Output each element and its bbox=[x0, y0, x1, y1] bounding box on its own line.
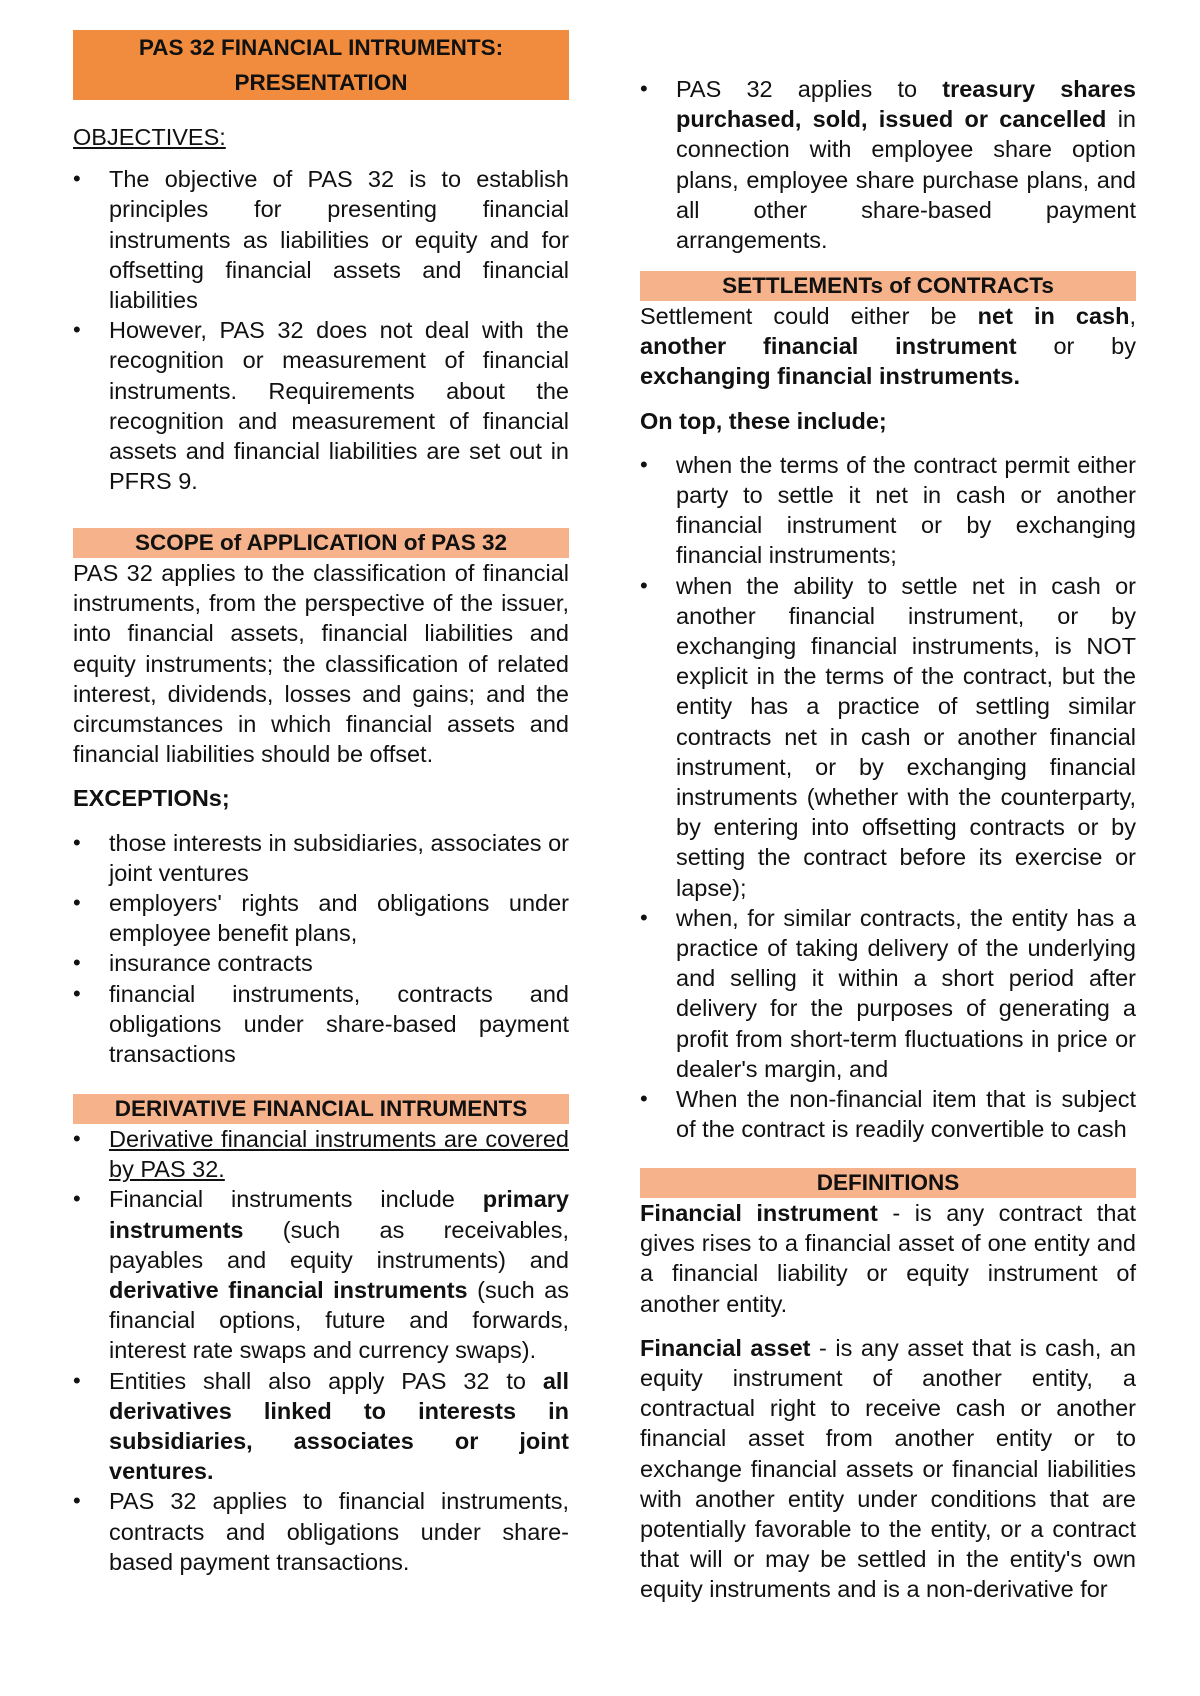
section-band-settlements: SETTLEMENTs of CONTRACTs bbox=[640, 271, 1136, 301]
bold-term: another financial instrument bbox=[640, 333, 1017, 360]
bold-term: net in cash bbox=[977, 303, 1130, 329]
list-item: • financial instruments, contracts and obligations under share-based payment transactions bbox=[73, 979, 569, 1070]
title-line-1: PAS 32 FINANCIAL INTRUMENTS: bbox=[138, 35, 504, 60]
list-item bbox=[73, 1124, 569, 1184]
derivative-list bbox=[73, 1124, 569, 1577]
list-item bbox=[73, 1366, 569, 1487]
settlements-body bbox=[640, 301, 1136, 392]
text-run: Entities shall also apply PAS 32 to bbox=[109, 1367, 543, 1394]
definition-financial-instrument bbox=[640, 1198, 1136, 1319]
objectives-heading: OBJECTIVES: bbox=[73, 124, 226, 150]
section-band-scope: SCOPE of APPLICATION of PAS 32 bbox=[73, 528, 569, 558]
objectives-list bbox=[73, 164, 569, 496]
text-run: PAS 32 applies to bbox=[676, 76, 943, 102]
text-run: or by bbox=[1016, 333, 1136, 360]
bold-term: primary instruments bbox=[109, 1186, 569, 1243]
ontop-heading: On top, these include; bbox=[640, 407, 887, 434]
document-title bbox=[73, 30, 569, 100]
list-item: • insurance contracts bbox=[73, 948, 569, 978]
list-item: • When the non-financial item that is subject of the contract is readily convertible to cash bbox=[640, 1084, 1136, 1144]
section-band-derivative: DERIVATIVE FINANCIAL INTRUMENTS bbox=[73, 1094, 569, 1124]
bold-term: derivative financial instruments bbox=[109, 1277, 468, 1304]
scope-body: PAS 32 applies to the classification of financial instruments, from the perspective of the issuer, into financial assets, financial liabilities and equity instruments; the classification of related interest, dividends, losses and gains; and the circumstances in which financial assets and financial liabilities should be offset. bbox=[73, 560, 569, 768]
exceptions-list bbox=[73, 828, 569, 1070]
text-run: , bbox=[1129, 303, 1136, 329]
list-item: • when, for similar contracts, the entity has a practice of taking delivery of the underlying and selling it within a short period after delivery for the purposes of generating a profit from short-term fluctuations in price or dealer's margin, and bbox=[640, 903, 1136, 1084]
title-line-2: PRESENTATION bbox=[234, 70, 408, 95]
text-run: (such as financial options, future and forwards, interest rate swaps and currency swaps). bbox=[109, 1277, 569, 1364]
list-item bbox=[73, 1184, 569, 1365]
text-run: Financial instruments include bbox=[109, 1186, 483, 1213]
list-item: • However, PAS 32 does not deal with the recognition or measurement of financial instruments. Requirements about the recognition and measurement of financial assets and financial liabilities are set out in PFRS 9. bbox=[73, 315, 569, 496]
list-item: • employers' rights and obligations under employee benefit plans, bbox=[73, 888, 569, 948]
text-run: - is any asset that is cash, an equity instrument of another entity, a contractual right to receive cash or another financial asset from another entity or to exchange financial assets or financial liabilities with another entity under conditions that are potentially favorable to the entity, or a contract that will or may be settled in the entity's own equity instruments and is a non-derivative for bbox=[640, 1334, 1137, 1603]
list-item: • when the ability to settle net in cash or another financial instrument, or by exchanging financial instruments, is NOT explicit in the terms of the contract, but the entity has a practice of settling similar contracts net in cash or another financial instrument, or by exchanging financial instruments (whether with the counterparty, by entering into offsetting contracts or by setting the contract before its exercise or lapse); bbox=[640, 571, 1136, 903]
text-run: (such as receivables, payables and equity instruments) and bbox=[109, 1216, 569, 1273]
bold-term: treasury shares purchased, sold, issued or cancelled bbox=[676, 76, 1136, 133]
text-run: - is any contract that gives rises to a financial asset of one entity and a financial liability or equity instrument of another entity. bbox=[640, 1200, 1136, 1317]
bold-term: all derivatives linked to interests in subsidiaries, associates or joint ventures. bbox=[109, 1367, 569, 1485]
list-item: • PAS 32 applies to financial instruments, contracts and obligations under share-based payment transactions. bbox=[73, 1486, 569, 1577]
text-run: in connection with employee share option plans, employee share purchase plans, and all other share-based payment arrangements. bbox=[676, 106, 1136, 254]
list-item bbox=[640, 74, 1136, 255]
list-item: • those interests in subsidiaries, associates or joint ventures bbox=[73, 828, 569, 888]
treasury-list bbox=[640, 74, 1136, 255]
bold-term: exchanging financial instruments. bbox=[640, 363, 1020, 390]
list-item: • The objective of PAS 32 is to establish principles for presenting financial instruments as liabilities or equity and for offsetting financial assets and financial liabilities bbox=[73, 164, 569, 315]
bold-term: Financial instrument bbox=[640, 1200, 878, 1226]
text-run: Settlement could either be bbox=[640, 303, 978, 329]
exceptions-heading: EXCEPTIONs; bbox=[73, 785, 230, 812]
derivative-covered-text: Derivative financial instruments are covered by PAS 32. bbox=[109, 1126, 569, 1183]
list-item: • when the terms of the contract permit either party to settle it net in cash or another financial instrument or by exchanging financial instruments; bbox=[640, 450, 1136, 571]
settlements-list bbox=[640, 450, 1136, 1145]
definition-financial-asset bbox=[640, 1333, 1136, 1605]
section-band-definitions: DEFINITIONS bbox=[640, 1168, 1136, 1198]
bold-term: Financial asset bbox=[640, 1334, 811, 1361]
